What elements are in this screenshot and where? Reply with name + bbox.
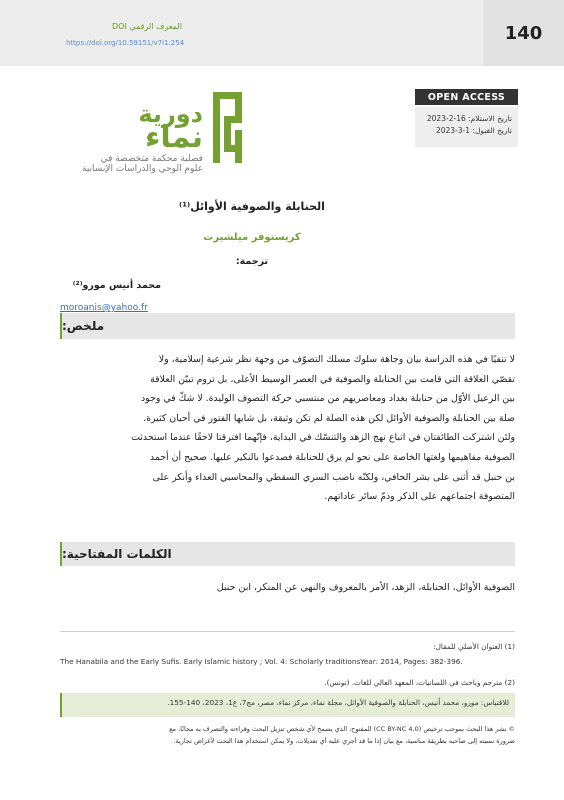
abstract-line: الصوفية مفاهيمها ولغتها الخاصة على نحو لم يرق للحنابلة فصدعوا بالنكير عليها. صحيح أن أحمد [149, 451, 515, 463]
open-access-badge: OPEN ACCESS [415, 89, 518, 105]
accepted-date: تاريخ القبول: 1-3-2023 [435, 126, 512, 135]
journal-tagline-2: علوم الوحي والدراسات الإنسانية [82, 164, 203, 174]
abstract-line: صلة بين الحنابلة والصوفية الأوائل لكن هذه الصلة لم تكن وثيقة، بل شابها الفتور في أحيان كثيرة. [143, 412, 515, 424]
abstract-line: بن حنبل قد أثنى على بشر الحافي، ولكنّه ناصب السري السقطي والمحاسبي العداء وأنكر على [152, 471, 515, 483]
doi-link[interactable]: https://doi.org/10.59151/v7i1.254 [66, 39, 185, 47]
abstract-line: لا تنفيًا في هذه الدراسة بيان وجاهة سلوك مسلك التصوّف من وجهة نظر شرعية إسلامية، ولا [158, 354, 515, 365]
abstract-line: بين الرعيل الأوّل من حنابلة بغداد ومعاصريهم من منتسبي حركة التصوف الوليدة. لا شكّ في وجود [141, 393, 515, 405]
journal-name-line2: نماء [145, 120, 203, 155]
received-date: تاريخ الاستلام: 16-2-2023 [426, 114, 512, 123]
license-line-2: ضرورة نسبته إلى صاحبه بطريقة مناسبة، مع بيان إذا ما قد أجري عليه أي تعديلات، ولا يمكن استخدام هذا البحث لأغراض تجارية. [173, 737, 515, 745]
article-title: الحنابلة والصوفية الأوائل⁽¹⁾ [179, 200, 325, 213]
page-number: 140 [483, 0, 564, 66]
journal-name-line1: دورية [138, 100, 203, 128]
abstract-line: تقصّي العلاقة التي قامت بين الحنابلة والصوفية في العصر الوسيط الأعلى، بل تروم تبيّن العلاقة [150, 373, 515, 385]
doi-label: المعرف الرقمي DOI [112, 22, 182, 31]
footnote-2: (2) مترجم وباحث في اللسانيات، المعهد العالي للغات. (تونس). [324, 678, 515, 687]
article-author: كريستوفر ميلشيرت [203, 232, 301, 243]
submission-dates [415, 107, 518, 147]
license-line-1: © نشر هذا البحث بموجب ترخيص (CC BY-NC 4.0) المفتوح، الذي يسمح لأي شخص تنزيل البحث وقراءته والتصرف به مجانًا، مع [169, 725, 515, 733]
keywords-heading: الكلمات المفتاحية: [60, 542, 515, 566]
translation-label: ترجمة: [235, 256, 269, 267]
abstract-body [60, 350, 515, 507]
header-band [0, 0, 564, 66]
footnote-divider [60, 631, 515, 632]
keywords-text: الصوفية الأوائل، الحنابلة، الزهد، الأمر بالمعروف والنهي عن المنكر، ابن حنبل [216, 582, 515, 593]
footnote-1-label: (1) العنوان الأصلي للمقال: [433, 642, 515, 651]
journal-tagline-1: فصلية محكمة متخصصة في [100, 154, 203, 164]
translator-name: محمد أنيس مورو⁽²⁾ [72, 280, 161, 291]
footnote-1-reference: The Hanabila and the Early Sufis. Early Islamic history ; Vol. 4: Scholarly traditionsYear: 2014, Pages: 382-396. [60, 657, 463, 666]
journal-logo-icon [210, 90, 245, 165]
translator-email-link[interactable]: moroanis@yahoo.fr [60, 303, 148, 313]
citation-box: للاقتباس: مورو، محمد أنيس، الحنابلة والصوفية الأوائل، مجلة نماء، مركز نماء، مصر، مج7، ع1، 2023، 140-155. [60, 693, 515, 717]
abstract-line: المتصوفة اجتماعهم على الذكر وذمّ سائر عاداتهم. [324, 491, 515, 503]
abstract-heading: ملخص: [60, 313, 515, 339]
abstract-line: ولئن اشتركت الطائفتان في اتباع نهج الزهد والتنسّك في البداية، فإنّهما افترقتا لاحقًا عندما استحدثت [131, 432, 515, 444]
